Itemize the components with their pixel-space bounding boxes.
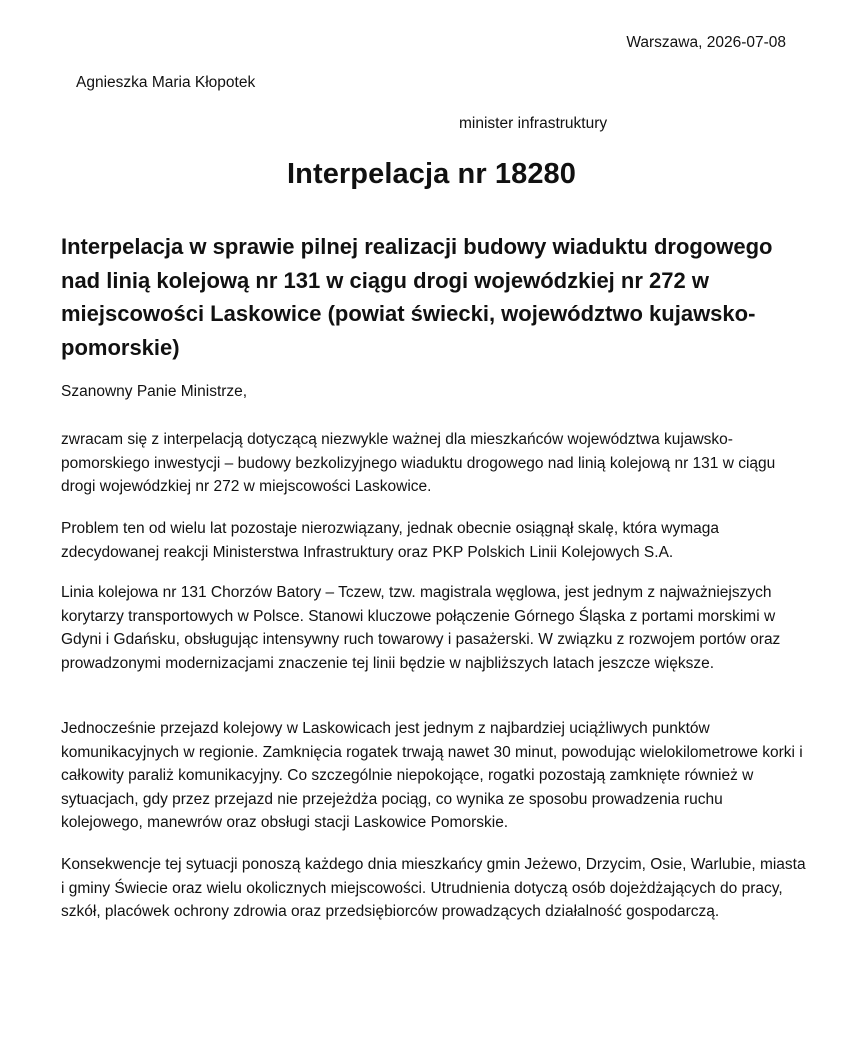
body-paragraph: zwracam się z interpelacją dotyczącą niezwykle ważnej dla mieszkańców województwa kujawsko-pomorskiego inwestycji – budowy bezkolizyjnego wiaduktu drogowego nad linią kolejową nr 131 w ciągu drogi wojewódzkiej nr 272 w miejscowości Laskowice. bbox=[61, 431, 776, 496]
body-paragraph: Problem ten od wielu lat pozostaje nierozwiązany, jednak obecnie osiągnął skalę, która wymaga zdecydowanej reakcji Ministerstwa Infrastruktury oraz PKP Polskich Linii Kolejowych S.A. bbox=[61, 520, 719, 561]
body-paragraph: Konsekwencje tej sytuacji ponoszą każdego dnia mieszkańcy gmin Jeżewo, Drzycim, Osie, Warlubie, miasta i gminy Świecie oraz wielu okolicznych miejscowości. Utrudnienia dotyczą osób dojeżdżających do pracy, szkół, placówek ochrony zdrowia oraz przedsiębiorców prowadzących działalność gospodarczą. bbox=[61, 856, 806, 921]
body-paragraph: Linia kolejowa nr 131 Chorzów Batory – Tczew, tzw. magistrala węglowa, jest jednym z najważniejszych korytarzy transportowych w Polsce. Stanowi kluczowe połączenie Górnego Śląska z portami morskimi w Gdyni i Gdańsku, obsługując intensywny ruch towarowy i pasażerski. W związku z rozwojem portów oraz prowadzonymi modernizacjami znaczenie tej linii będzie w najbliższych latach jeszcze większe. bbox=[61, 584, 781, 672]
author-name: Agnieszka Maria Kłopotek bbox=[76, 74, 256, 91]
document-title: Interpelacja nr 18280 bbox=[286, 158, 577, 190]
body-paragraph: Jednocześnie przejazd kolejowy w Laskowicach jest jednym z najbardziej uciążliwych punktów komunikacyjnych w regionie. Zamknięcia rogatek trwają nawet 30 minut, powodując wielokilometrowe korki i całkowity paraliż komunikacyjny. Co szczególnie niepokojące, rogatki pozostają zamknięte również w sytuacjach, gdy przez przejazd nie przejeżdża pociąg, co wynika ze sposobu prowadzenia ruchu kolejowego, manewrów oraz obsługi stacji Laskowice Pomorskie. bbox=[61, 720, 803, 832]
document-subject: Interpelacja w sprawie pilnej realizacji budowy wiaduktu drogowego nad linią kolejową nr 131 w ciągu drogi wojewódzkiej nr 272 w miejscowości Laskowice (powiat świecki, województwo kujawsko-pomorskie) bbox=[61, 234, 773, 360]
salutation: Szanowny Panie Ministrze, bbox=[61, 383, 248, 400]
place-date: Warszawa, 2026-07-08 bbox=[626, 34, 786, 51]
recipient: minister infrastruktury bbox=[459, 115, 608, 132]
